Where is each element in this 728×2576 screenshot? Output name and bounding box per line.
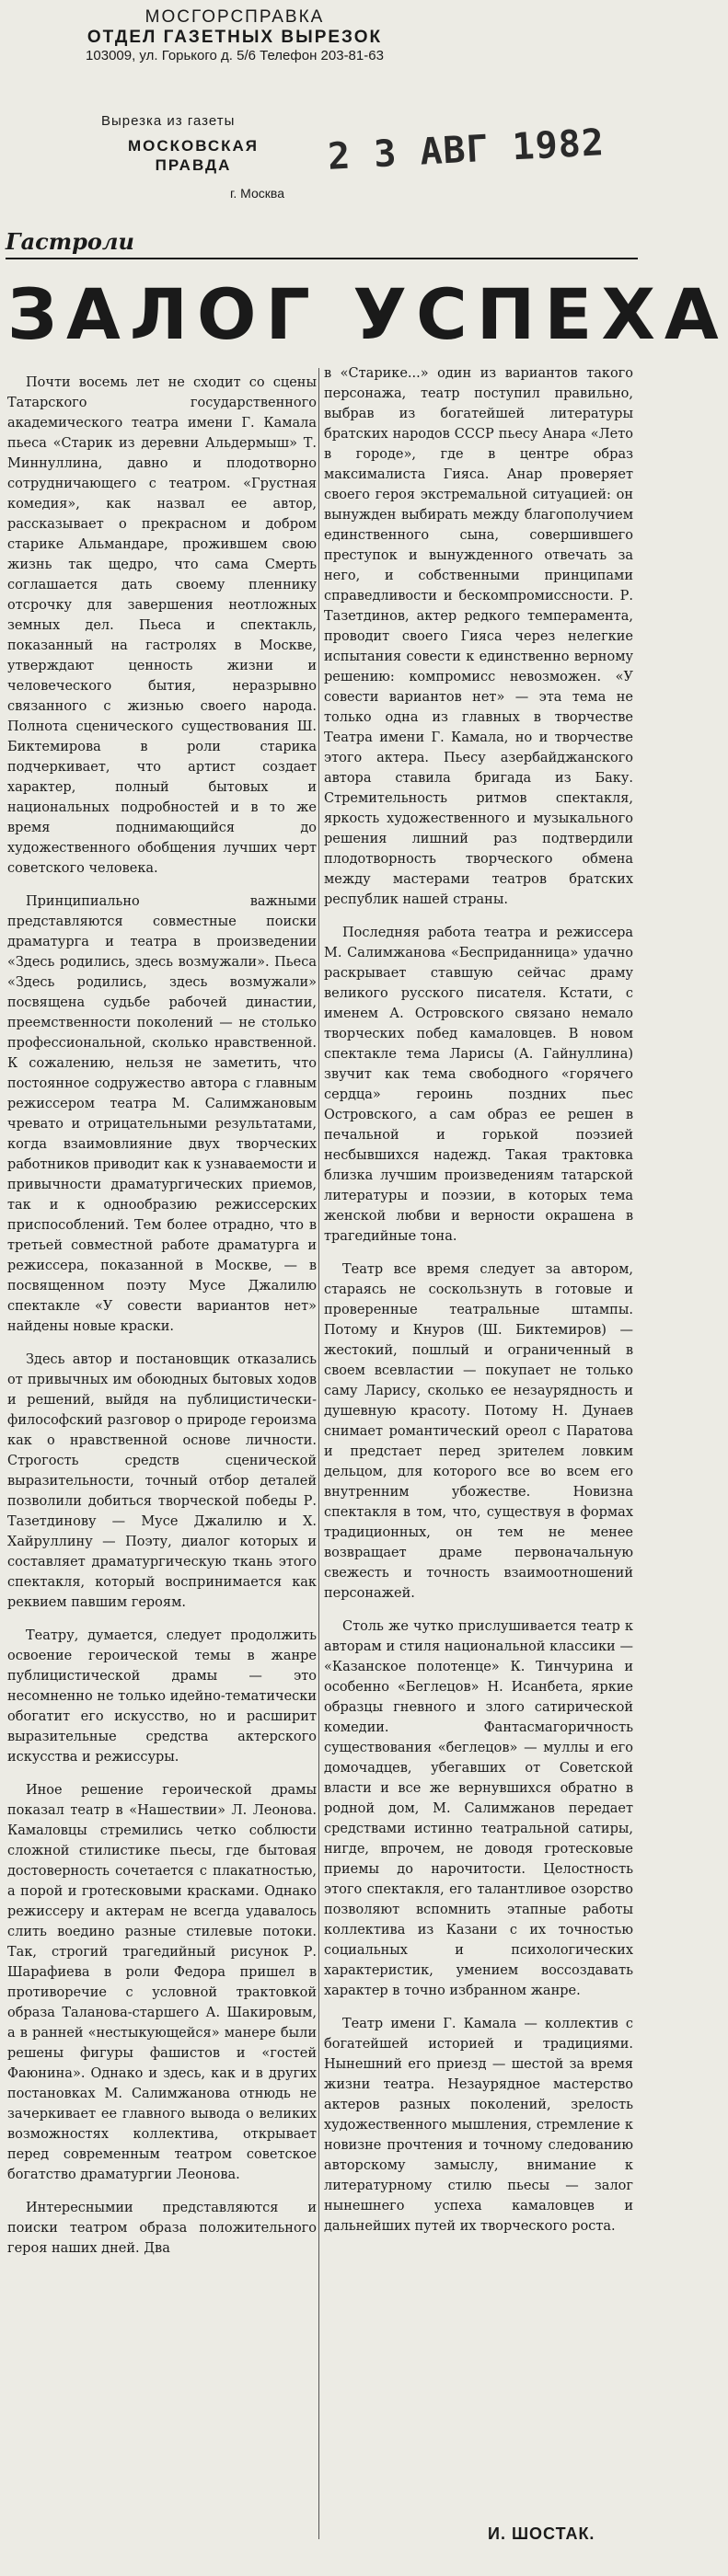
newspaper-name: МОСКОВСКАЯ ПРАВДА — [127, 137, 260, 174]
article-paragraph: Здесь автор и постановщик отказались от привычных им обоюдных бытовых ходов и решений, выйдя на публицистически-философский разговор о природе героизма как о нравственной основе личности. Строгость средств сценической выразительности, точный отбор деталей позволили добиться творческой победы Р. Тазетдинову — Мусе Джалилю и Х. Хайруллину — Поэту, диалог которых и составляет драматургическую ткань этого спектакля, который воспринимается как реквием павшим героям. — [7, 1352, 317, 1610]
article-rubric: Гастроли — [6, 228, 134, 255]
rubric-divider — [6, 258, 638, 259]
article-paragraph: Последняя работа театра и режиссера М. Салимжанова «Бесприданница» удачно раскрывает ставшую сейчас драму великого русского писателя. Кстати, с именем А. Островского связано немало творческих побед камаловцев. В новом спектакле тема Ларисы (А. Гайнуллина) звучит как тема свободного «горячего сердца» героинь поздних пьес Островского, а сам образ ее решен в печальной и горькой поэзией несбывшихся надежд. Такая трактовка близка лучшим произведениям татарской литературы и поэзии, в которых тема женской любви и верности окрашена в трагедийные тона. — [324, 926, 633, 1244]
article-paragraph: Театр имени Г. Камала — коллектив с богатейшей историей и традициями. Нынешний его приезд — шестой за время жизни театра. Незаурядное мастерство актеров разных поколений, зрелость художественного мышления, стремление к новизне прочтения и точному следованию авторскому замыслу, внимание к литературному стилю пьесы — залог нынешнего успеха камаловцев и дальнейших путей их творческого роста. — [324, 2017, 633, 2234]
date-stamp: 2 3 АВГ 1982 — [327, 121, 606, 178]
article-paragraph: Театру, думается, следует продолжить освоение героической темы в жанре публицистической драмы — это несомненно не только идейно-тематически обогатит его искусство, но и расширит выразительные средства актерского искусства и режиссуры. — [7, 1628, 317, 1765]
author-signature: И. ШОСТАК. — [488, 2524, 595, 2543]
article-paragraph: Принципиально важными представляются совместные поиски драматурга и театра в произведении «Здесь родились, здесь возмужали». Пьеса «Здесь родились, здесь возмужали» посвящена судьбе рабочей династии, преемственности поколений — не столько профессиональной, сколько нравственной. К сожалению, нельзя не заметить, что постоянное содружество автора с главным режиссером театра М. Салимжановым чревато и отрицательными результатами, когда взаимовлияние двух творческих работников приводит как к узнаваемости и привычности драматургических приемов, так и к однообразию режиссерских приспособлений. Тем более отрадно, что в третьей совместной работе драматурга и режиссера, показанной в Москве, — в посвященном поэту Мусе Джалилю спектакле «У совести вариантов нет» найдены новые краски. — [7, 894, 317, 1334]
article-paragraph: Почти восемь лет не сходит со сцены Татарского государственного академического театра имени Г. Камала пьеса «Старик из деревни Альдермыш» Т. Миннуллина, давно и плодотворно сотрудничающего с театром. «Грустная комедия», как назвал ее автор, рассказывает о прекрасном и добром старике Альмандаре, прожившем свою жизнь так щедро, что сама Смерть соглашается дать своему пленнику отсрочку для завершения неотложных земных дел. Пьеса и спектакль, показанный на гастролях в Москве, утверждают ценность жизни и человеческого бытия, неразрывно связанного с жизнью своего народа. Полнота сценического существования Ш. Биктемирова в роли старика подчеркивает, что артист создает характер, полный бытовых и национальных подробностей и в то же время поднимающийся до художественного обобщения лучших черт советского человека. — [7, 375, 317, 876]
agency-address: 103009, ул. Горького д. 5/6 Телефон 203-81-63 — [86, 48, 384, 63]
article-paragraph: в «Старике...» один из вариантов такого персонажа, театр поступил правильно, выбрав из богатейшей литературы братских народов СССР пьесу Анара «Лето в городе», где в центре образ максималиста Гияса. Анар проверяет своего героя экстремальной ситуацией: он вынужден выбирать между благополучием единственного сына, совершившего преступок и вынужденного отвечать за него, и собственными принципами справедливости и бескомпромиссности. Р. Тазетдинов, актер редкого темперамента, проводит своего Гияса через нелегкие испытания совести к единственно верному решению: компромисс невозможен. «У совести вариантов нет» — эта тема не только одна из главных в творчестве Театра имени Г. Камала, но и творчестве этого актера. Пьесу азербайджанского автора ставила бригада из Баку. Стремительность ритмов спектакля, яркость художественного и музыкального решения лишний раз подтвердили плодотворность творческого обмена между мастерами театров братских республик нашей страны. — [324, 366, 633, 907]
article-paragraph: Столь же чутко прислушивается театр к авторам и стиля национальной классики — «Казанское полотенце» К. Тинчурина и особенно «Беглецов» Н. Исанбета, яркие образцы гневного и злого сатирической комедии. Фантасмагоричность существования «беглецов» — муллы и его домочадцев, убегавших от Советской власти и все же вернувшихся обратно в родной дом, М. Салимжанов передает средствами истинно театральной сатиры, нигде, впрочем, не доводя гротесковые приемы до нарочитости. Целостность этого спектакля, его талантливое озорство позволяют вспомнить этапные работы коллектива из Казани с их точностью социальных и психологических характеристик, умением воссоздавать характер в точно избранном жанре. — [324, 1619, 633, 1998]
clipping-source — [101, 113, 285, 201]
article-paragraph: Интереснымии представляются и поиски театром образа положительного героя наших дней. Два — [7, 2201, 317, 2256]
article-paragraph: Иное решение героической драмы показал театр в «Нашествии» Л. Леонова. Камаловцы стремились четко соблюсти сложной стилистике пьесы, где бытовая достоверность сочетается с плакатностью, а порой и гротесковыми красками. Однако режиссеру и актерам не всегда удавалось слить воедино разные стилевые потоки. Так, строгий трагедийный рисунок Р. Шарафиева в роли Федора пришел в противоречие с условной трактовкой образа Таланова-старшего А. Шакировым, а в ранней «нестыкующейся» манере были решены фигуры фашистов и «гостей Фаюнина». Однако и здесь, как и в других постановках М. Салимжанова отнюдь не зачеркивает ее главного вывода о великих возможностях коллектива, открывает перед современным театром советское богатство драматургии Леонова. — [7, 1783, 317, 2182]
article-headline: ЗАЛОГ УСПЕХА — [7, 273, 728, 355]
article-paragraph: Театр все время следует за автором, стараясь не соскользнуть в готовые и проверенные театральные штампы. Потому и Кнуров (Ш. Биктемиров) — жестокий, пошлый и ограниченный в своем всевластии — покупает не только саму Ларису, сколько ее незаурядность и душевную красоту. Потому Н. Дунаев снимает романтический ореол с Паратова и предстает перед зрителем ловким дельцом, для которого все во всем его внутренним убожестве. Новизна спектакля в том, что, существуя в формах традиционных, он тем не менее возвращает драме первоначальную свежесть и точность взаимоотношений персонажей. — [324, 1262, 633, 1601]
column-divider — [318, 368, 319, 2539]
agency-department: ОТДЕЛ ГАЗЕТНЫХ ВЫРЕЗОК — [87, 28, 383, 47]
clipping-label: Вырезка из газеты — [101, 113, 236, 129]
article-right-column — [324, 363, 633, 2507]
clipping-city: г. Москва — [230, 186, 284, 201]
article-left-column — [7, 373, 317, 2562]
agency-name: МОСГОРСПРАВКА — [144, 7, 325, 27]
clipping-agency-header — [37, 7, 433, 63]
